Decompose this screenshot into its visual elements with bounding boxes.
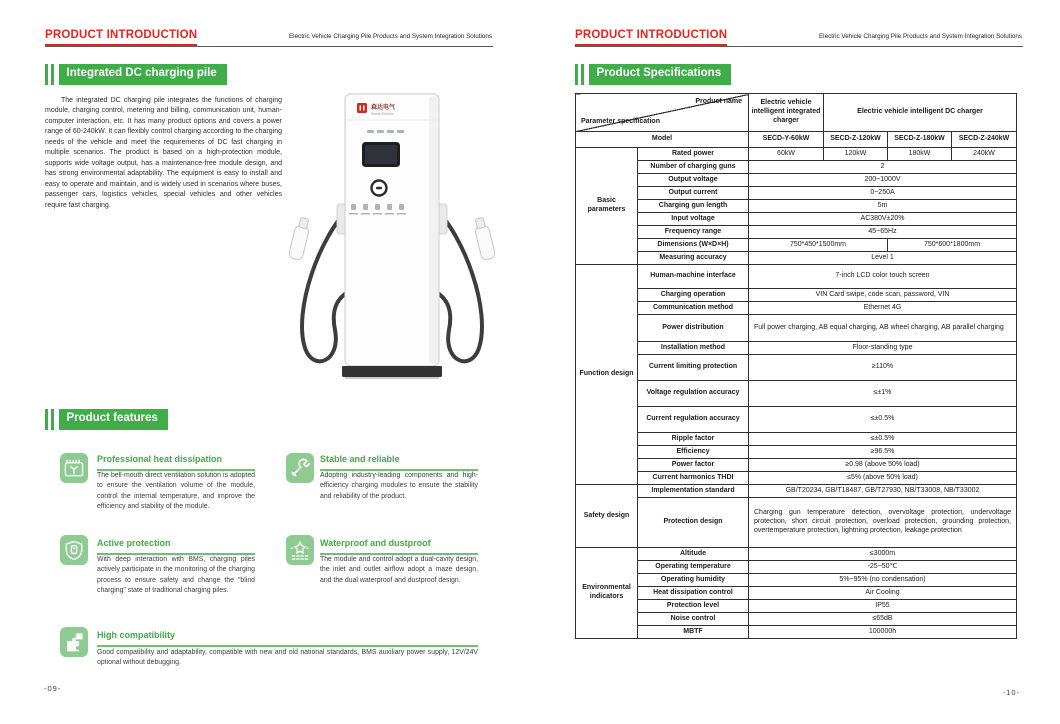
brand-logo-text: 森达电气 <box>371 104 396 111</box>
cell-value: Ethernet 4G <box>749 302 1017 315</box>
model-value: SECD-Z-180kW <box>888 132 952 148</box>
row-label: MBTF <box>638 626 749 639</box>
cell-value: 2 <box>749 161 1017 174</box>
header-divider <box>575 46 1023 47</box>
cell-value: ≤±1% <box>749 381 1017 407</box>
row-label: Charging gun length <box>638 200 749 213</box>
cell-value: 180kW <box>888 148 952 161</box>
cell-value: Level 1 <box>749 252 1017 265</box>
cell-value: 750*600*1800mm <box>888 239 1017 252</box>
feature-title: Professional heat dissipation <box>97 454 223 464</box>
cell-value: IP55 <box>749 600 1017 613</box>
cell-value: 200~1000V <box>749 174 1017 187</box>
section-title: Product features <box>59 409 168 430</box>
badge-bar <box>51 409 54 430</box>
row-label: Current regulation accuracy <box>638 407 749 433</box>
row-label: Power factor <box>638 459 749 472</box>
pile-body <box>345 94 439 366</box>
intro-paragraph: The integrated DC charging pile integrates the functions of charging module, charging control, metering and billing, communication unit, human-computer interaction, etc. It has many product options and covers a power range of 60-240kW. It can flexibly control charging according to the charging needs of the vehicle and meet the requirements of DC fast charging in multiple scenarios. The product is based on a high-protection module, supports wide voltage output, has a maintenance-free module design, and has strong environmental adaptability. The equipment is easy to install and easy to operate and maintain, and is widely used in scenarios where buses, passenger cars, logistics vehicles, special vehicles and other vehicles require fast charging. <box>45 97 282 209</box>
cell-value: ≥0.98 (above 50% load) <box>749 459 1017 472</box>
row-label: Protection design <box>638 498 749 548</box>
feature-title: Active protection <box>97 538 171 548</box>
model-value: SECD-Y-60kW <box>749 132 824 148</box>
puzzle-icon <box>60 627 88 657</box>
pile-base-shadow <box>345 377 439 379</box>
row-label: Installation method <box>638 342 749 355</box>
row-label: Noise control <box>638 613 749 626</box>
badge-bar <box>45 64 48 85</box>
row-label: Efficiency <box>638 446 749 459</box>
cell-value: Floor-standing type <box>749 342 1017 355</box>
section-heading-specifications <box>575 64 731 85</box>
column-header: Electric vehicle intelligent DC charger <box>824 94 1017 132</box>
row-label: Number of charging guns <box>638 161 749 174</box>
table-corner-cell <box>576 94 749 132</box>
cell-value: AC380V±20% <box>749 213 1017 226</box>
model-value: SECD-Z-120kW <box>824 132 888 148</box>
cell-value: ≤5% (above 50% load) <box>749 472 1017 485</box>
row-label: Protection level <box>638 600 749 613</box>
pile-body-shading <box>429 96 438 364</box>
row-label: Operating humidity <box>638 574 749 587</box>
badge-bar <box>581 64 584 85</box>
cell-value: 5%~95% (no condensation) <box>749 574 1017 587</box>
group-label-safety: Safety design <box>576 485 638 548</box>
row-label: Rated power <box>638 148 749 161</box>
row-label: Output voltage <box>638 174 749 187</box>
row-label: Ripple factor <box>638 433 749 446</box>
feature-title: High compatibility <box>97 630 176 640</box>
section-title: Product Specifications <box>589 64 732 85</box>
row-label: Current harmonics THDI <box>638 472 749 485</box>
header-divider <box>45 46 493 47</box>
feature-title: Waterproof and dustproof <box>320 538 431 548</box>
heat-dissipation-icon <box>60 453 88 483</box>
group-label-function: Function design <box>576 265 638 485</box>
badge-bar <box>51 64 54 85</box>
feature-text: Good compatibility and adaptability, compatible with new and old national standards, BMS auxiliary power supply, 12V/24V optional without debugging. <box>97 649 478 667</box>
pile-base <box>342 366 442 377</box>
column-header: Electric vehicle intelligent integrated charger <box>749 94 824 132</box>
cell-value: ≤65dB <box>749 613 1017 626</box>
cell-value: 0~250A <box>749 187 1017 200</box>
feature-text: With deep interaction with BMS, charging piles actively participate in the monitoring of the charging process to ensure safety and change the "blind charging" state of traditional charging piles. <box>97 556 255 594</box>
row-label: Voltage regulation accuracy <box>638 381 749 407</box>
screen-panel <box>365 145 397 164</box>
row-label: Current limiting protection <box>638 355 749 381</box>
cell-value: 60kW <box>749 148 824 161</box>
badge-bar <box>45 409 48 430</box>
charging-pile-image <box>285 86 495 391</box>
feature-title: Stable and reliable <box>320 454 400 464</box>
row-label: Model <box>576 132 749 148</box>
row-label: Operating temperature <box>638 561 749 574</box>
row-label: Implementation standard <box>638 485 749 498</box>
group-label-environmental: Environmental indicators <box>576 548 638 639</box>
header-tagline: Electric Vehicle Charging Pile Products and System Integration Solutions <box>818 33 1022 40</box>
row-label: Measuring accuracy <box>638 252 749 265</box>
cell-value: -25~50℃ <box>749 561 1017 574</box>
page-number-left: -09- <box>44 684 62 693</box>
row-label: Charging operation <box>638 289 749 302</box>
row-label: Power distribution <box>638 315 749 342</box>
row-label: Input voltage <box>638 213 749 226</box>
row-label: Frequency range <box>638 226 749 239</box>
cell-value: ≥110% <box>749 355 1017 381</box>
header-tagline: Electric Vehicle Charging Pile Products and System Integration Solutions <box>288 33 492 40</box>
cell-value: ≤±0.5% <box>749 407 1017 433</box>
cell-value: Full power charging, AB equal charging, AB wheel charging, AB parallel charging <box>749 315 1017 342</box>
cell-value: GB/T20234, GB/T18487, GB/T27930, NB/T33008, NB/T33002 <box>749 485 1017 498</box>
feature-text: Adopting industry-leading components and high-efficiency charging modules to ensure the stability and reliability of the product. <box>320 472 478 500</box>
cell-value: ≤3000m <box>749 548 1017 561</box>
cell-value: 7-inch LCD color touch screen <box>749 265 1017 289</box>
group-label-basic: Basic parameters <box>576 148 638 265</box>
section-heading-product-features <box>45 409 168 430</box>
model-value: SECD-Z-240kW <box>952 132 1017 148</box>
badge-bar <box>575 64 578 85</box>
corner-label-parameter-spec: Parameter specification <box>581 118 660 126</box>
corner-label-product-name: Product name <box>695 98 742 105</box>
page-right <box>530 0 1060 724</box>
cell-value: 100000h <box>749 626 1017 639</box>
cell-value: 120kW <box>824 148 888 161</box>
row-label: Heat dissipation control <box>638 587 749 600</box>
row-label: Altitude <box>638 548 749 561</box>
cell-value: ≤±0.5% <box>749 433 1017 446</box>
cell-value: VIN Card swipe, code scan, password, VIN <box>749 289 1017 302</box>
page-number-right: -10- <box>1002 688 1020 697</box>
row-label: Communication method <box>638 302 749 315</box>
cell-value: ≥96.5% <box>749 446 1017 459</box>
row-label: Human-machine interface <box>638 265 749 289</box>
cell-value: Charging gun temperature detection, overvoltage protection, undervoltage protection, short circuit protection, overload protection, grounding protection, overtemperature protection, lightning protection, leakage protection <box>749 498 1017 548</box>
brand-logo-subtext: Senda Electric <box>371 112 394 116</box>
section-heading-integrated-dc <box>45 64 227 85</box>
section-title: Integrated DC charging pile <box>59 64 227 85</box>
charging-gun-left <box>288 217 312 261</box>
charging-gun-right <box>472 217 495 261</box>
cell-value: 240kW <box>952 148 1017 161</box>
wrench-icon <box>286 453 314 483</box>
cell-value: 5m <box>749 200 1017 213</box>
cell-value: 45~65Hz <box>749 226 1017 239</box>
shield-icon <box>60 535 88 565</box>
feature-rule <box>97 645 478 647</box>
cell-value: Air Cooling <box>749 587 1017 600</box>
specifications-table <box>575 93 1017 639</box>
cell-value: 750*450*1500mm <box>749 239 888 252</box>
row-label: Output current <box>638 187 749 200</box>
row-label: Dimensions (W×D×H) <box>638 239 749 252</box>
feature-text: The module and control adopt a dual-cavity design, the inlet and outlet airflow adopt a maze design, and the dual waterproof and dustproof design. <box>320 556 478 584</box>
waterproof-icon <box>286 535 314 565</box>
page-header-title: PRODUCT INTRODUCTION <box>575 29 728 41</box>
feature-text: The bell-mouth direct ventilation solution is adopted to ensure the ventilation volume of the module, control the internal temperature, and improve the efficiency and stability of the module. <box>97 472 255 510</box>
page-header-title: PRODUCT INTRODUCTION <box>45 29 198 41</box>
